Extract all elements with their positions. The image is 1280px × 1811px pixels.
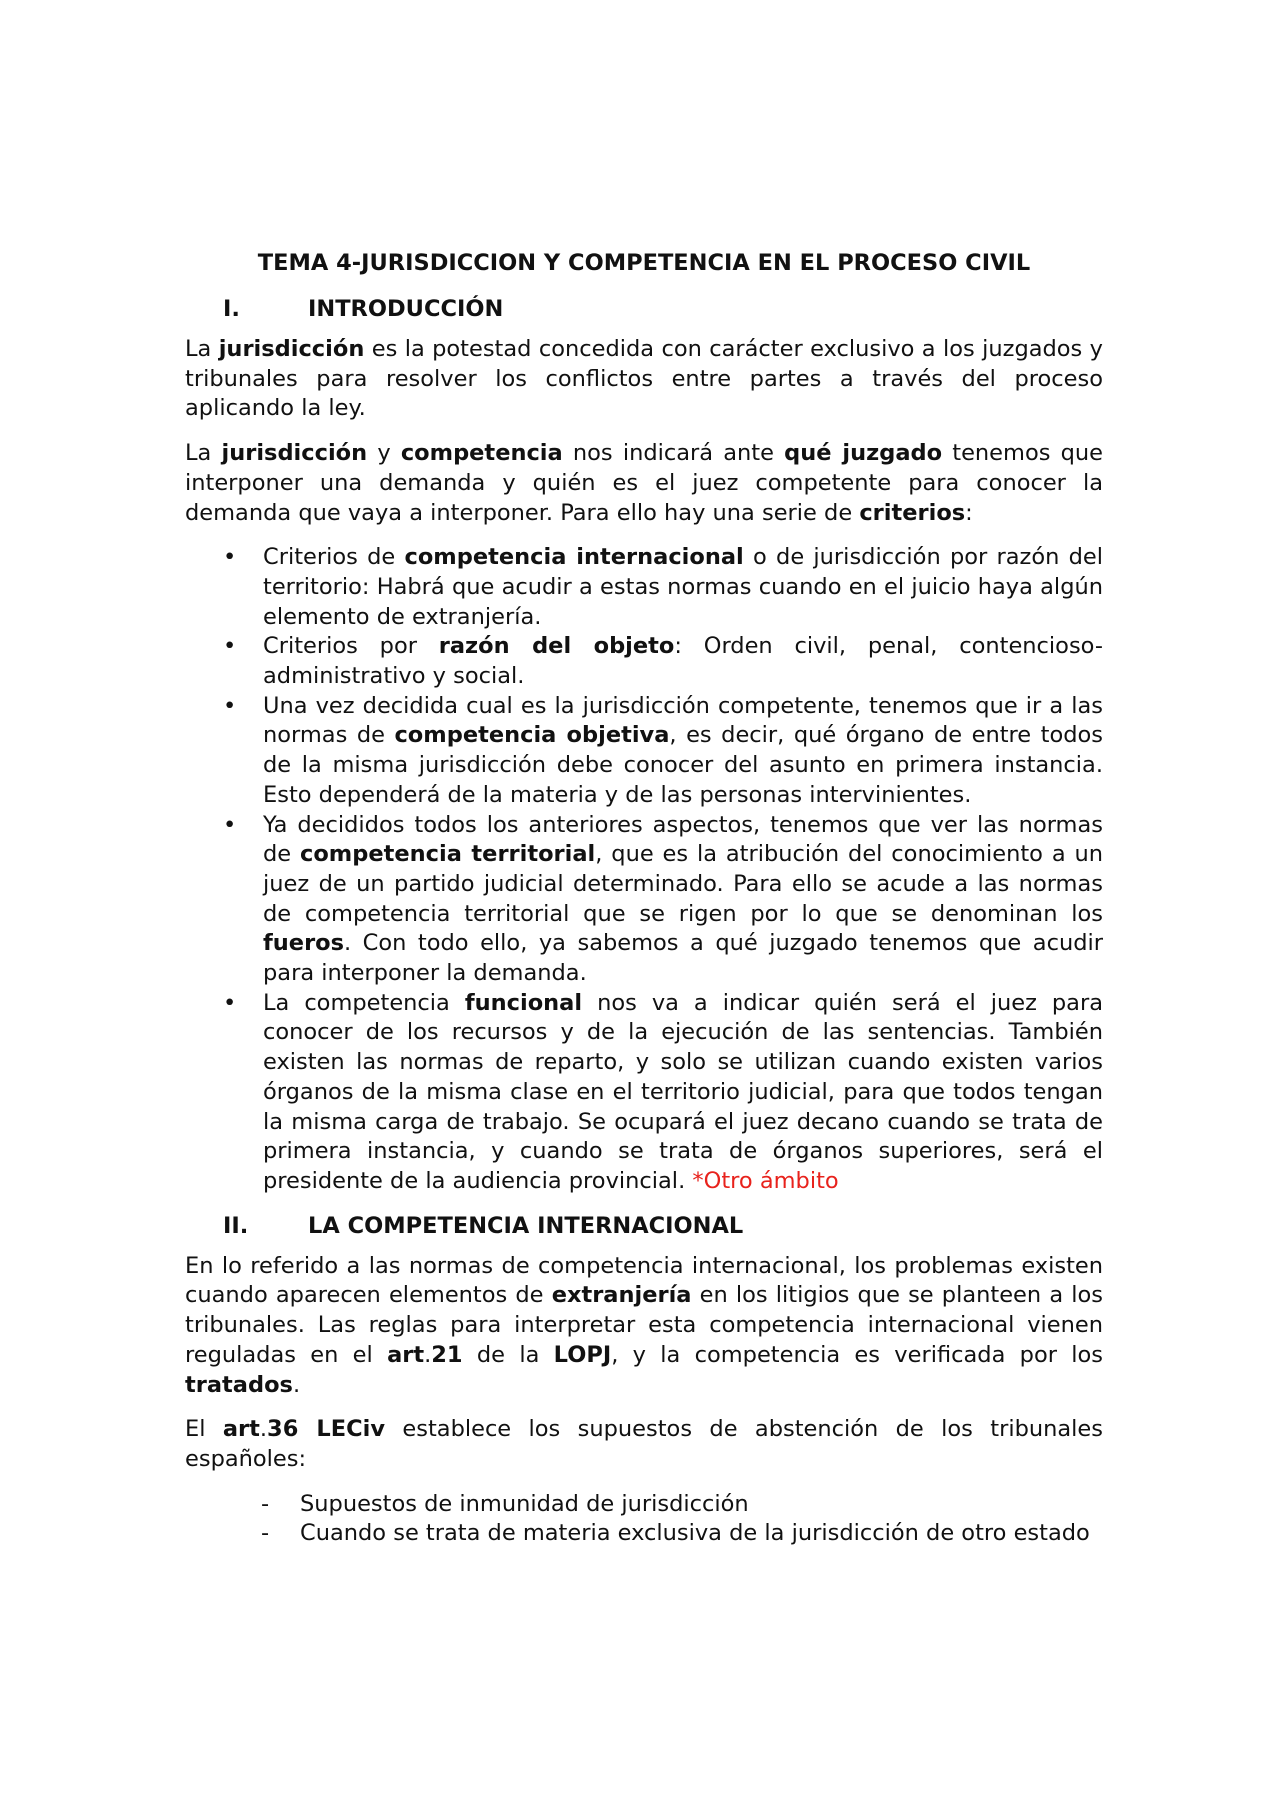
criteria-bullet-list <box>185 543 1103 1196</box>
bullet-icon: • <box>223 633 237 660</box>
paragraph-art36-leciv: El art.36 LECiv establece los supuestos de abstención de los tribunales españoles: <box>185 1416 1103 1472</box>
bullet-icon: • <box>223 989 237 1016</box>
bold-term: fueros <box>263 930 345 957</box>
bold-term: jurisdicción <box>221 440 368 467</box>
dash-icon: - <box>261 1520 270 1547</box>
section-title: LA COMPETENCIA INTERNACIONAL <box>308 1212 744 1239</box>
bullet-icon: • <box>223 692 237 719</box>
list-item: • La competencia funcional nos va a indicar quién será el juez para conocer de los recursos y de la ejecución de las sentencias. También existen las normas de reparto, y solo se utilizan cuando existen varios órganos de la misma clase en el territorio judicial, para que todos tengan la misma carga de trabajo. Se ocupará el juez decano cuando se trata de primera instancia, y cuando se trata de órganos superiores, será el presidente de la audiencia provincial. *Otro ámbito <box>223 989 1103 1194</box>
bold-term: 36 LECiv <box>267 1416 386 1443</box>
list-item: • Criterios de competencia internacional o de jurisdicción por razón del territorio: Habrá que acudir a estas normas cuando en el juicio haya algún elemento de extranjería. <box>223 544 1104 630</box>
dash-icon: - <box>261 1490 270 1517</box>
bullet-icon: • <box>223 811 237 838</box>
section-title: INTRODUCCIÓN <box>308 296 504 322</box>
bold-term: criterios <box>859 499 966 526</box>
paragraph-jurisdiccion-competencia: La jurisdicción y competencia nos indicará ante qué juzgado tenemos que interponer una demanda y quién es el juez competente para conocer la demanda que vaya a interponer. Para ello hay una serie de criterios: <box>185 440 1104 526</box>
bold-term: competencia objetiva <box>394 722 670 749</box>
bold-term: razón del objeto <box>438 633 675 660</box>
bold-term: 21 <box>431 1341 463 1368</box>
bold-term: tratados <box>185 1371 293 1398</box>
bold-term: qué juzgado <box>784 440 943 467</box>
bullet-icon: • <box>223 544 237 571</box>
list-item: • Una vez decidida cual es la jurisdicción competente, tenemos que ir a las normas de competencia objetiva, es decir, qué órgano de entre todos de la misma jurisdicción debe conocer del asunto en primera instancia. Esto dependerá de la materia y de las personas intervinientes. <box>223 692 1103 808</box>
list-item: • Ya decididos todos los anteriores aspectos, tenemos que ver las normas de competencia territorial, que es la atribución del conocimiento a un juez de un partido judicial determinado. Para ello se acude a las normas de competencia territorial que se rigen por lo que se denominan los fueros. Con todo ello, ya sabemos a qué juzgado tenemos que acudir para interponer la demanda. <box>223 811 1103 987</box>
section-number: I. <box>223 296 240 322</box>
section-number: II. <box>223 1212 249 1239</box>
bold-term: art <box>387 1341 425 1368</box>
bold-term: jurisdicción <box>218 336 365 362</box>
bold-term: competencia territorial <box>300 841 596 868</box>
list-item: - Supuestos de inmunidad de jurisdicción <box>185 1490 1103 1520</box>
list-item: - Cuando se trata de materia exclusiva de la jurisdicción de otro estado <box>185 1519 1103 1549</box>
bold-term: competencia internacional <box>404 544 744 571</box>
document-title: TEMA 4-JURISDICCION Y COMPETENCIA EN EL PROCESO CIVIL <box>257 250 1031 276</box>
bold-term: LOPJ <box>553 1341 612 1368</box>
abstention-dash-list <box>185 1490 1103 1549</box>
paragraph-jurisdiccion-definition: La jurisdicción es la potestad concedida con carácter exclusivo a los juzgados y tribunales para resolver los conflictos entre partes a través del proceso aplicando la ley. <box>185 336 1103 422</box>
section-heading-competencia-internacional <box>185 1211 1103 1241</box>
bold-term: extranjería <box>551 1282 692 1309</box>
bold-term: art <box>222 1416 260 1443</box>
bold-term: competencia <box>400 440 563 467</box>
section-heading-introduccion <box>185 294 1103 324</box>
paragraph-competencia-internacional: En lo referido a las normas de competencia internacional, los problemas existen cuando aparecen elementos de extranjería en los litigios que se planteen a los tribunales. Las reglas para interpretar esta competencia internacional vienen reguladas en el art.21 de la LOPJ, y la competencia es verificada por los tratados. <box>185 1252 1103 1398</box>
red-annotation: *Otro ámbito <box>692 1167 839 1194</box>
bold-term: funcional <box>464 989 583 1016</box>
list-item: • Criterios por razón del objeto: Orden civil, penal, contencioso-administrativo y social. <box>223 633 1103 690</box>
